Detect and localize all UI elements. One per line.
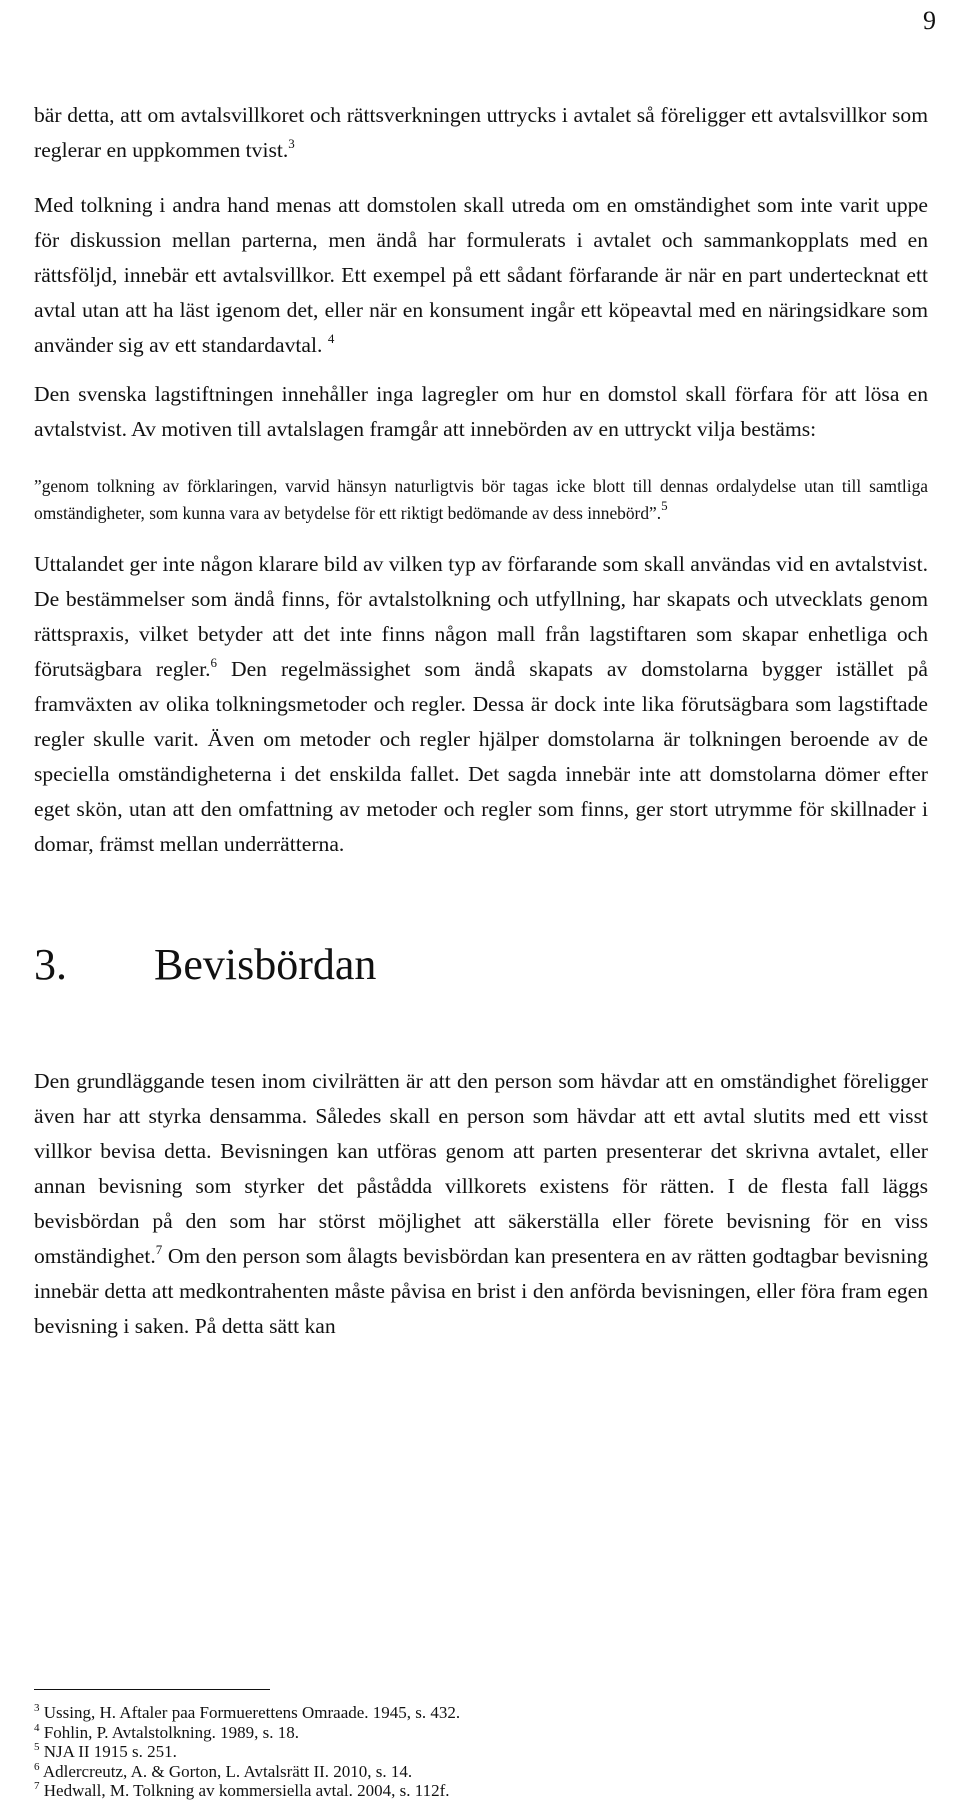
- paragraph-5: [34, 1064, 928, 1344]
- paragraph-2: [34, 188, 928, 363]
- footnote: [34, 1762, 928, 1782]
- paragraph-text: Den grundläggande tesen inom civilrätten är att den person som hävdar att en omständighet föreligger även har att styrka densamma. Således skall en person som hävdar att ett avtal slutits med ett visst villkor bevisa detta. Bevisningen kan utföras genom att parten presenterar det skrivna avtalet, eller annan bevisning som styrker det påstådda villkorets existens för rätten. I de flesta fall läggs bevisbördan på den som har störst möjlighet att säkerställa eller förete bevisning för en viss omständighet.: [34, 1069, 928, 1268]
- footnote-ref: 5: [661, 498, 668, 513]
- block-quote: [34, 473, 928, 527]
- paragraph-3: [34, 377, 928, 447]
- footnote-number: 3: [34, 1702, 40, 1714]
- body-text: [34, 98, 928, 1344]
- footnote: [34, 1723, 928, 1743]
- footnote-number: 6: [34, 1760, 40, 1773]
- footnote-ref: 7: [155, 1242, 163, 1257]
- paragraph-4: [34, 547, 928, 862]
- paragraph-text: Om den person som ålagts bevisbördan kan presentera en av rätten godtagbar bevisning innebär detta att medkontrahenten måste påvisa en brist i den anförda bevisningen, eller föra fram egen bevisning i saken. På detta sätt kan: [34, 1244, 928, 1338]
- footnote-text: Hedwall, M. Tolkning av kommersiella avtal. 2004, s. 112f.: [43, 1781, 450, 1800]
- paragraph-text: Den svenska lagstiftningen innehåller inga lagregler om hur en domstol skall förfara för att lösa en avtalstvist. Av motiven till avtalslagen framgår att innebörden av en uttryckt vilja bestäms:: [34, 382, 928, 441]
- footnote-ref: 4: [327, 331, 335, 346]
- footnote: [34, 1742, 928, 1762]
- footnotes: [34, 1703, 928, 1801]
- footnote-ref: 6: [210, 655, 217, 670]
- footnote-text: Ussing, H. Aftaler paa Formuerettens Omraade. 1945, s. 432.: [43, 1703, 461, 1722]
- paragraph-text: Med tolkning i andra hand menas att domstolen skall utreda om en omständighet som inte varit uppe för diskussion mellan parterna, men ändå har formulerats i avtalet och sammankopplats med en rättsföljd, innebär ett avtalsvillkor. Ett exempel på ett sådant förfarande är när en part undertecknat ett avtal utan att ha läst igenom det, eller när en konsument ingår ett köpeavtal med en näringsidkare som använder sig av ett standardavtal.: [34, 193, 928, 357]
- paragraph-text: Uttalandet ger inte någon klarare bild av vilken typ av förfarande som skall användas vid en avtalstvist. De bestämmelser som ändå finns, för avtalstolkning och utfyllning, har skapats och utvecklats genom rättspraxis, vilket betyder att det inte finns någon mall från lagstiftaren som skapar enhetliga och förutsägbara regler.: [34, 552, 928, 681]
- footnote-text: NJA II 1915 s. 251.: [43, 1742, 177, 1761]
- footnote-ref: 3: [288, 136, 295, 151]
- section-heading: [34, 938, 928, 992]
- footnote-text: Adlercreutz, A. & Gorton, L. Avtalsrätt II. 2010, s. 14.: [42, 1761, 413, 1781]
- page-number: 9: [923, 6, 936, 35]
- paragraph-1: [34, 98, 928, 168]
- footnote-separator: [34, 1689, 270, 1690]
- section-number: 3.: [34, 940, 67, 989]
- footnote-number: 7: [34, 1780, 40, 1792]
- footnote-text: Fohlin, P. Avtalstolkning. 1989, s. 18.: [43, 1722, 299, 1742]
- section-title: Bevisbördan: [154, 940, 377, 989]
- footnote: [34, 1781, 928, 1801]
- paragraph-text: Den regelmässighet som ändå skapats av domstolarna bygger istället på framväxten av olika tolkningsmetoder och regler. Dessa är dock inte lika förutsägbara som lagstiftade regler skulle varit. Även om metoder och regler hjälper domstolarna är tolkningen beroende av de speciella omständigheterna i det enskilda fallet. Det sagda innebär inte att domstolarna dömer efter eget skön, utan att den omfattning av metoder och regler som finns, ger stort utrymme för skillnader i domar, främst mellan underrätterna.: [34, 657, 928, 856]
- quote-text: ”genom tolkning av förklaringen, varvid hänsyn naturligtvis bör tagas icke blott till dennas ordalydelse utan till samtliga omständigheter, som kunna vara av betydelse för ett riktigt bedömande av dess innebörd”.: [34, 476, 928, 523]
- footnote-number: 5: [34, 1741, 40, 1753]
- paragraph-text: bär detta, att om avtalsvillkoret och rättsverkningen uttrycks i avtalet så föreligger ett avtalsvillkor som reglerar en uppkommen tvist.: [34, 103, 928, 162]
- footnote: [34, 1703, 928, 1723]
- footnote-number: 4: [34, 1721, 40, 1734]
